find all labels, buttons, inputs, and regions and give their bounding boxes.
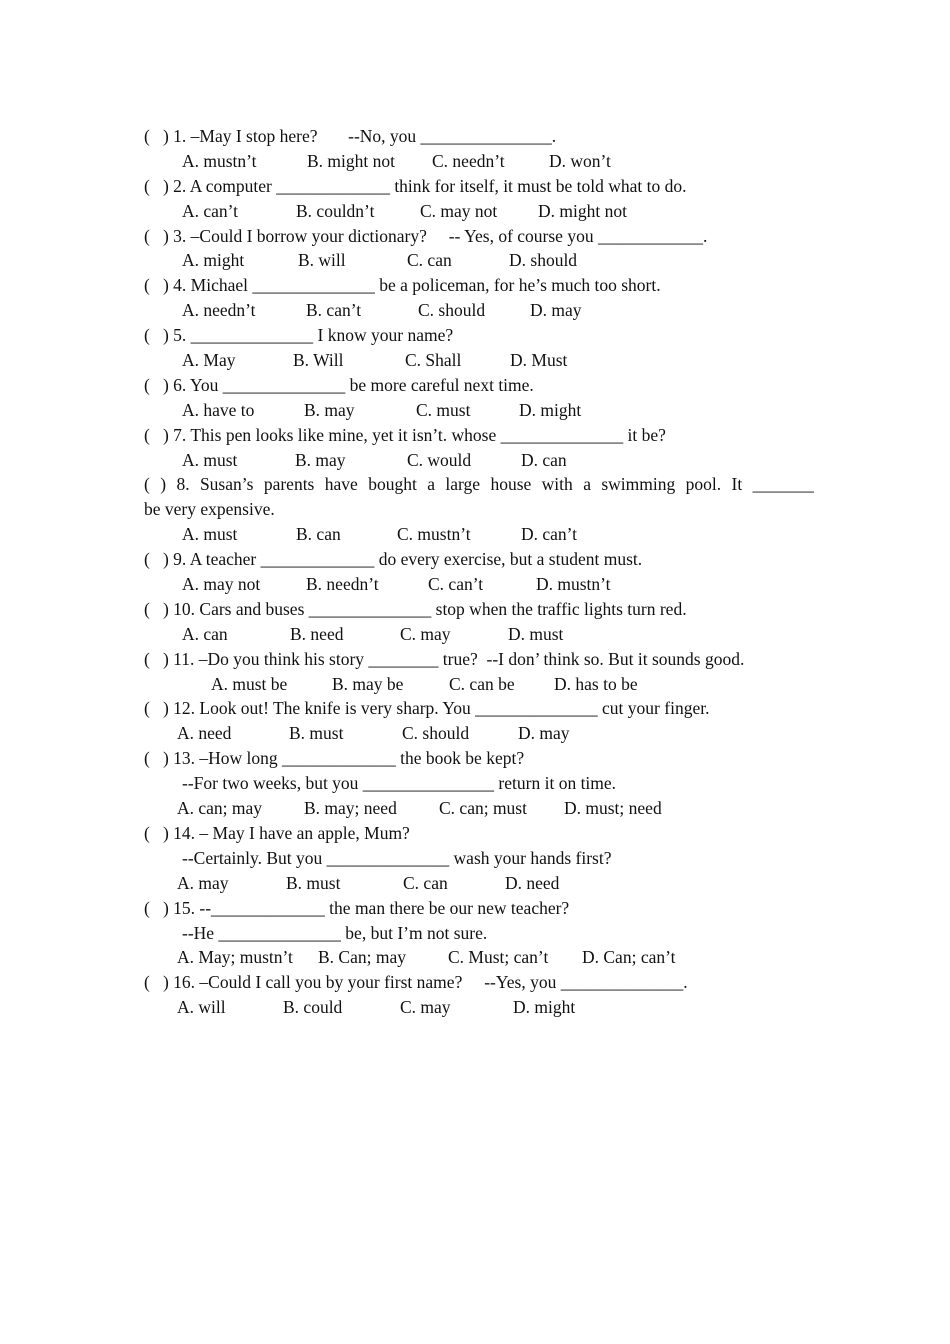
option-d: D. can’t [521, 524, 578, 545]
question-11: ( ) 11. –Do you think his story ________ true? --I don’ think so. But it sounds good. [144, 648, 745, 669]
modal-verb-exercises [144, 124, 814, 1020]
question-7: ( ) 7. This pen looks like mine, yet it isn’t. whose ______________ it be? [144, 424, 666, 445]
question-13-line-2: --For two weeks, but you _______________ return it on time. [182, 773, 617, 794]
question-1-options [144, 149, 814, 174]
question-14-options [144, 871, 814, 896]
option-d: D. must; need [564, 798, 662, 819]
option-b: B. needn’t [306, 574, 379, 595]
question-5: ( ) 5. ______________ I know your name? [144, 325, 454, 346]
question-2: ( ) 2. A computer _____________ think for itself, it must be told what to do. [144, 175, 687, 196]
question-12: ( ) 12. Look out! The knife is very sharp. You ______________ cut your finger. [144, 698, 710, 719]
question-9-options [144, 572, 814, 597]
option-c: C. should [402, 723, 470, 744]
option-b: B. can [296, 524, 341, 545]
option-a: A. have to [182, 399, 255, 420]
option-c: C. would [407, 449, 472, 470]
option-d: D. Can; can’t [582, 947, 676, 968]
question-9: ( ) 9. A teacher _____________ do every exercise, but a student must. [144, 549, 643, 570]
question-4-options [144, 298, 814, 323]
option-d: D. might not [538, 200, 627, 221]
option-c: C. can [403, 872, 448, 893]
option-c: C. may [400, 623, 451, 644]
option-a: A. May; mustn’t [177, 947, 293, 968]
option-c: C. Shall [405, 350, 462, 371]
option-d: D. should [509, 250, 578, 271]
question-15-line-2: --He ______________ be, but I’m not sure. [182, 922, 488, 943]
option-a: A. needn’t [182, 300, 256, 321]
option-a: A. can’t [182, 200, 239, 221]
option-d: D. Must [510, 350, 568, 371]
option-b: B. may [304, 399, 355, 420]
option-b: B. can’t [306, 300, 362, 321]
question-6: ( ) 6. You ______________ be more careful next time. [144, 374, 534, 395]
option-c: C. can be [449, 673, 515, 694]
question-3-options [144, 248, 814, 273]
option-d: D. may [518, 723, 570, 744]
option-b: B. must [289, 723, 344, 744]
option-c: C. must [416, 399, 471, 420]
option-d: D. won’t [549, 150, 611, 171]
option-a: A. need [177, 723, 232, 744]
option-a: A. must [182, 449, 238, 470]
option-c: C. should [418, 300, 486, 321]
question-1: ( ) 1. –May I stop here? --No, you _______________. [144, 126, 557, 146]
question-8-options [144, 522, 814, 547]
question-6-options [144, 398, 814, 423]
question-2-options [144, 199, 814, 224]
option-a: A. can; may [177, 798, 263, 819]
option-b: B. might not [307, 150, 395, 171]
question-13-options [144, 796, 814, 821]
option-b: B. need [290, 623, 344, 644]
option-a: A. will [177, 997, 226, 1018]
question-12-options [144, 721, 814, 746]
option-b: B. may [295, 449, 346, 470]
question-7-options [144, 448, 814, 473]
option-c: C. may [400, 997, 451, 1018]
option-c: C. can’t [428, 574, 484, 595]
option-b: B. Will [293, 350, 344, 371]
option-a: A. May [182, 350, 236, 371]
option-a: A. mustn’t [182, 150, 257, 171]
question-15: ( ) 15. --_____________ the man there be our new teacher? [144, 897, 570, 918]
question-16-options [144, 995, 814, 1020]
option-c: C. Must; can’t [448, 947, 549, 968]
option-d: D. need [505, 872, 560, 893]
option-b: B. couldn’t [296, 200, 375, 221]
option-d: D. can [521, 449, 567, 470]
question-14: ( ) 14. – May I have an apple, Mum? [144, 822, 410, 843]
option-b: B. could [283, 997, 343, 1018]
question-8-line-2: be very expensive. [144, 499, 275, 520]
option-c: C. can; must [439, 798, 527, 819]
option-b: B. Can; may [318, 947, 406, 968]
option-d: D. must [508, 623, 564, 644]
option-b: B. must [286, 872, 341, 893]
question-16: ( ) 16. –Could I call you by your first name? --Yes, you ______________. [144, 972, 688, 993]
option-b: B. may be [332, 673, 404, 694]
option-a: A. may [177, 872, 229, 893]
option-d: D. has to be [554, 673, 638, 694]
option-c: C. may not [420, 200, 498, 221]
option-a: A. might [182, 250, 245, 271]
question-13: ( ) 13. –How long _____________ the book be kept? [144, 748, 525, 769]
option-a: A. may not [182, 574, 261, 595]
option-a: A. must [182, 524, 238, 545]
option-b: B. will [298, 250, 346, 271]
option-d: D. might [519, 399, 582, 420]
option-d: D. may [530, 300, 582, 321]
question-15-options [144, 945, 814, 970]
question-8-line-1: ( ) 8. Susan’s parents have bought a large house with a swimming pool. It _______ [144, 474, 814, 495]
question-4: ( ) 4. Michael ______________ be a policeman, for he’s much too short. [144, 275, 661, 296]
option-c: C. can [407, 250, 452, 271]
option-c: C. needn’t [432, 150, 505, 171]
option-b: B. may; need [304, 798, 397, 819]
question-14-line-2: --Certainly. But you ______________ wash your hands first? [182, 847, 612, 868]
question-10: ( ) 10. Cars and buses ______________ stop when the traffic lights turn red. [144, 598, 687, 619]
option-c: C. mustn’t [397, 524, 471, 545]
option-d: D. might [513, 997, 576, 1018]
question-10-options [144, 622, 814, 647]
question-5-options [144, 348, 814, 373]
question-3: ( ) 3. –Could I borrow your dictionary? -- Yes, of course you ____________. [144, 225, 708, 246]
question-11-options [144, 672, 814, 697]
option-d: D. mustn’t [536, 574, 611, 595]
option-a: A. must be [211, 673, 288, 694]
option-a: A. can [182, 623, 228, 644]
